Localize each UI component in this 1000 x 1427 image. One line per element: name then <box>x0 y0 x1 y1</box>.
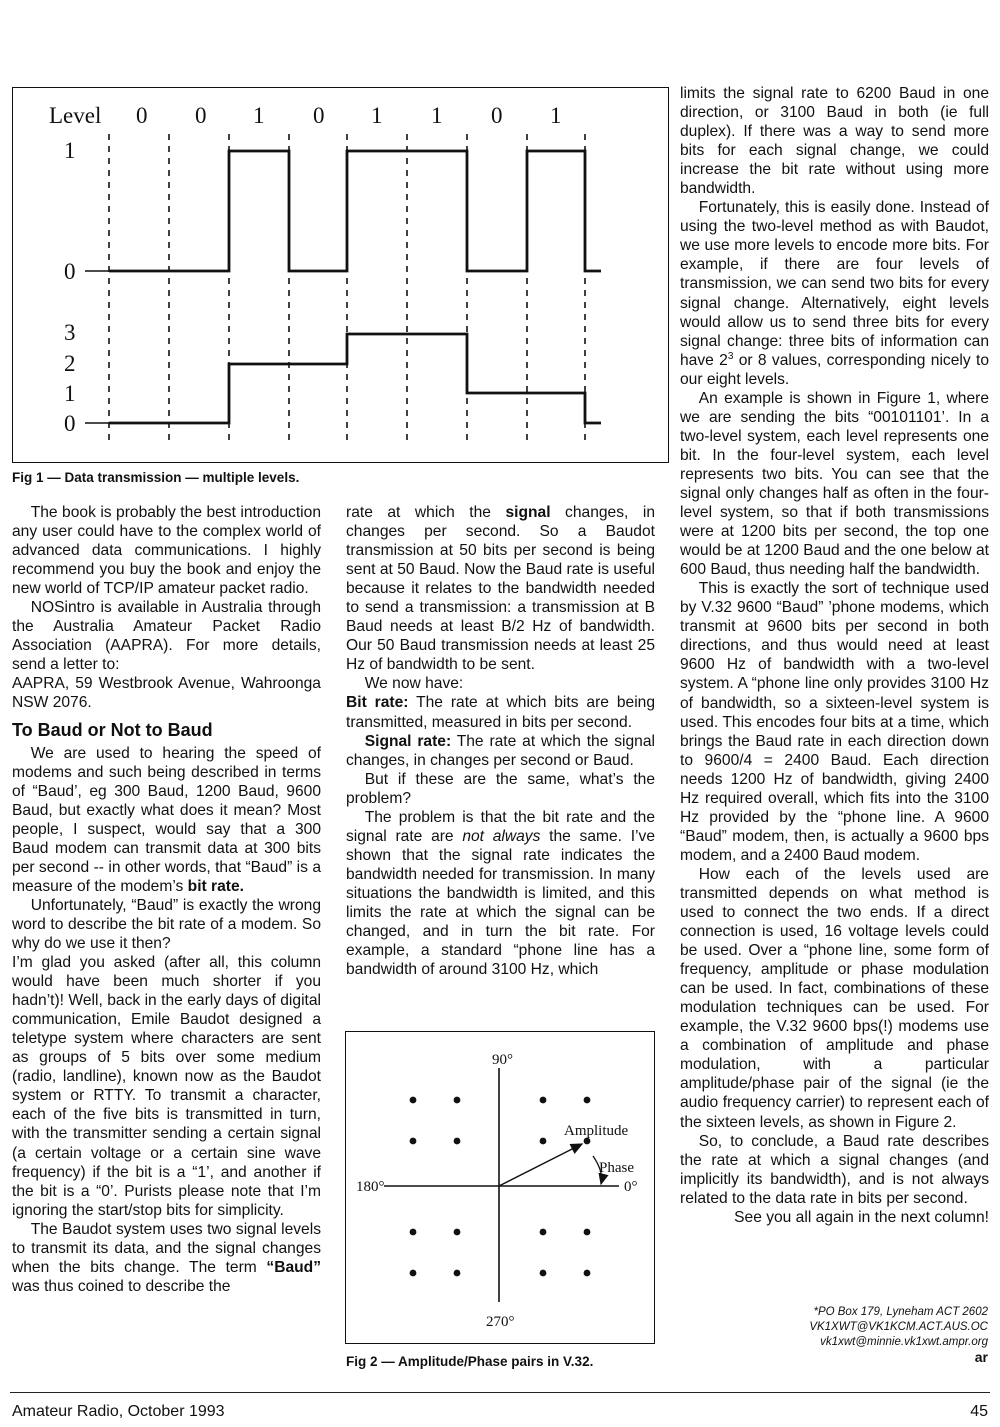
col1-paragraph: I’m glad you asked (after all, this column would have been much shorter if you hadn’t)! Well, back in the early days of digital communication, Emile Baudot designed a teletype system where characters are sent as groups of 5 bits over some medium (radio, landline), known now as the Baudot system or RTTY. To transmit a character, each of the five bits is transmitted in turn, with the transmitter sending a certain signal (a certain voltage or a certain sine wave frequency) if the bit is a “1’, and another if the bit is a “0’. Purists please note that I’m ignoring the start/stop bits for simplicity. <box>12 954 321 1219</box>
fig1-axis-label: 3 <box>64 320 76 345</box>
address-line: VK1XWT@VK1KCM.ACT.AUS.OC <box>809 1321 988 1334</box>
constellation-point <box>410 1138 417 1145</box>
col2-definition: Bit rate: The rate at which bits are being transmitted, measured in bits per second. <box>346 694 655 731</box>
fig1-caption: Fig 1 — Data transmission — multiple levels. <box>12 470 300 485</box>
constellation-point <box>410 1270 417 1277</box>
fig1-axis-label: 0 <box>64 411 76 436</box>
page-number: 45 <box>970 1403 988 1420</box>
fig1-diagram <box>13 88 667 461</box>
constellation-point <box>540 1229 547 1236</box>
fig1-axis-label: 0 <box>64 259 76 284</box>
col2-paragraph: rate at which the signal changes, in changes per second. So a Baudot transmission at 50 bits per second is being sent at 50 Baud. Now the Baud rate is useful because it relates to the bandwidth needed to send a transmission: a transmission at B Baud needs at least B/2 Hz of bandwidth. Our 50 Baud transmission needs at least 25 Hz of bandwidth to be sent. <box>346 504 655 674</box>
section-heading: To Baud or Not to Baud <box>12 719 213 740</box>
constellation-point <box>584 1229 591 1236</box>
col1-paragraph: NOSintro is available in Australia through the Australia Amateur Packet Radio Association (AAPRA). For more details, send a letter to: <box>12 599 321 674</box>
footer-rule <box>10 1392 990 1393</box>
col3-paragraph: How each of the levels used are transmitted depends on what method is used to connect the two ends. If a direct connection is used, 16 voltage levels could be used. Over a “phone line, some form of frequency, amplitude or phase modulation can be used. In fact, combinations of these modulation techniques can be used. For example, the V.32 9600 bps(!) modems use a combination of amplitude and phase modulation, with a particular amplitude/phase pair of the signal (ie the audio frequency carrier) to represent each of the sixteen levels, as shown in Figure 2. <box>680 865 989 1131</box>
fig1-bit: 0 <box>136 103 148 128</box>
signoff-mark: ar <box>974 1349 988 1365</box>
col3-paragraph: See you all again in the next column! <box>734 1208 989 1226</box>
col3-paragraph: An example is shown in Figure 1, where we are sending the bits “00101101’. In a two-level system, each level represents one bit. In the four-level system, each level represents two bits. You can see that the signal only changes half as often in the four-level system, so that if both transmissions were at 1200 bits per second, the top one would be at 1200 Baud and the one below at 600 Baud, thus needing half the bandwidth. <box>680 389 989 579</box>
col3-paragraph: So, to conclude, a Baud rate describes the rate at which a signal changes (and implicitly its bandwidth), and is not always related to the data rate in bits per second. <box>680 1132 989 1207</box>
col2-definition: Signal rate: The rate at which the signal changes, in changes per second or Baud. <box>346 732 655 769</box>
col1-address: AAPRA, 59 Westbrook Avenue, Wahroonga NSW 2076. <box>12 675 321 712</box>
constellation-point <box>410 1229 417 1236</box>
fig2-label-270: 270° <box>486 1314 515 1330</box>
col1-paragraph: We are used to hearing the speed of modems and such being described in terms of “Baud’, eg 300 Baud, 1200 Baud, 9600 Baud, but exactly what does it mean? Most people, I suspect, would say that a 300 Baud modem can transmit data at 300 bits per second -- in other words, that “Baud” is a measure of the modem’s bit rate. <box>12 744 321 895</box>
figure-2 <box>345 1031 655 1344</box>
constellation-point <box>454 1229 461 1236</box>
fig1-axis-ticks <box>85 271 109 423</box>
fig1-axis-label: 1 <box>64 381 76 406</box>
fig1-bit: 1 <box>371 103 383 128</box>
fig1-two-level-waveform <box>109 151 601 271</box>
fig1-bit: 1 <box>550 103 562 128</box>
col1-paragraph: The book is probably the best introduction any user could have to the complex world of advanced data communications. I highly recommend you buy the book and enjoy the new world of TCP/IP amateur packet radio. <box>12 504 321 598</box>
fig2-constellation <box>346 1032 653 1342</box>
col2-paragraph: The problem is that the bit rate and the signal rate are not always the same. I’ve shown that the signal rate indicates the bandwidth needed for transmission. In many situations the bandwidth is limited, and this limits the rate at which the signal can be changed, and in turn the bit rate. For example, a standard “phone line has a bandwidth of around 3100 Hz, which <box>346 808 655 979</box>
fig1-axis-label: 2 <box>64 351 76 376</box>
footer-publication: Amateur Radio, October 1993 <box>12 1403 225 1420</box>
column-1 <box>12 503 321 1296</box>
fig2-label-90: 90° <box>492 1052 513 1068</box>
fig1-axis-label: 1 <box>64 138 76 163</box>
fig2-amplitude-label: Amplitude <box>564 1123 629 1139</box>
fig2-amplitude-vector <box>499 1144 582 1186</box>
fig2-caption: Fig 2 — Amplitude/Phase pairs in V.32. <box>346 1354 594 1369</box>
constellation-point <box>540 1097 547 1104</box>
address-line: *PO Box 179, Lyneham ACT 2602 <box>813 1306 988 1318</box>
constellation-point <box>584 1097 591 1104</box>
constellation-point <box>410 1097 417 1104</box>
fig1-bit: 1 <box>431 103 443 128</box>
col1-paragraph: Unfortunately, “Baud” is exactly the wrong word to describe the bit rate of a modem. So why do we use it then? <box>12 896 321 952</box>
fig2-label-180: 180° <box>356 1179 385 1195</box>
constellation-point <box>540 1270 547 1277</box>
col3-paragraph: limits the signal rate to 6200 Baud in one direction, or 3100 Baud in both (ie full duplex). If there was a way to send more bits for each signal change, we could increase the bit rate without using more bandwidth. <box>680 85 989 198</box>
constellation-point <box>584 1270 591 1277</box>
fig1-bit: 1 <box>253 103 265 128</box>
fig1-bit: 0 <box>491 103 503 128</box>
col2-paragraph: But if these are the same, what’s the problem? <box>346 770 655 807</box>
constellation-point <box>540 1138 547 1145</box>
fig1-bit: 0 <box>195 103 207 128</box>
col3-paragraph: This is exactly the sort of technique used by V.32 9600 “Baud” ’phone modems, which transmit at 9600 bits per second in both directions, and thus would need at least 9600 Hz of bandwidth with a two-level system. A “phone line only provides 3100 Hz of bandwidth, so a sixteen-level system is used. This encodes four bits at a time, which brings the Baud rate in each direction down to 9600/4 = 2400 Baud. Each direction needs 1200 Hz of bandwidth, giving 2400 Hz required overall, which fits into the 3100 Hz provided by the “phone line. A 9600 “Baud” modem, then, is actually a 9600 bps modem, and a 2400 Baud modem. <box>680 580 989 864</box>
fig1-level-label: Level <box>49 103 102 128</box>
figure-1 <box>12 87 669 463</box>
author-address <box>688 1305 988 1351</box>
col1-paragraph: The Baudot system uses two signal levels to transmit its data, and the signal changes when the bits change. The term “Baud” was thus coined to describe the <box>12 1220 321 1295</box>
constellation-point <box>454 1270 461 1277</box>
column-3 <box>680 84 989 1227</box>
fig2-label-0: 0° <box>624 1179 638 1195</box>
col3-paragraph: Fortunately, this is easily done. Instead of using the two-level method as with Baudot, we use more levels to encode more bits. For example, if there are four levels of transmission, we can send two bits for every signal change. Alternatively, eight levels would allow us to send three bits for every signal change: three bits of information can have $2^3$ or 8 values, corresponding nicely to our eight levels. <box>680 199 990 388</box>
fig2-phase-label: Phase <box>599 1160 634 1176</box>
constellation-point <box>454 1138 461 1145</box>
address-line: vk1xwt@minnie.vk1xwt.ampr.org <box>820 1336 988 1349</box>
column-2 <box>346 503 655 979</box>
fig1-bit: 0 <box>313 103 325 128</box>
col2-paragraph: We now have: <box>364 675 464 693</box>
constellation-point <box>454 1097 461 1104</box>
